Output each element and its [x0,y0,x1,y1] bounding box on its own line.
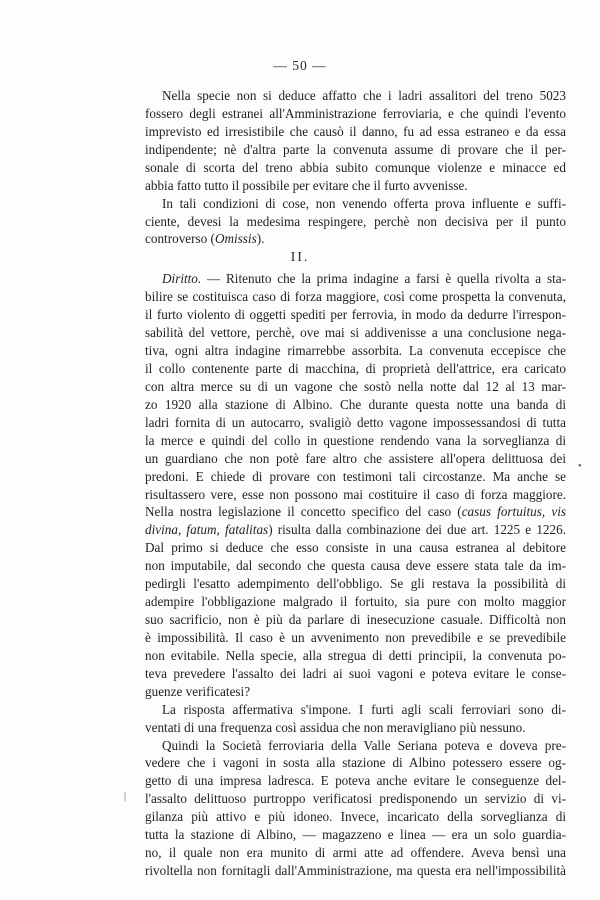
text-line: vedere che i vagoni in sosta alla stazione di Albino potessero essere og- [145,755,566,771]
text-line: non imputabile, dal secondo che questa causa deve essere stata tale da im- [145,558,566,574]
text-line: zo 1920 alla stazione di Albino. Che durante questa notte una banda di [145,396,566,412]
text-line: ciente, devesi la medesima respingere, perchè non decisiva per il punto [145,213,566,229]
text-line: pedirgli l'esatto adempimento dell'obbligo. Se gli restava la possibilità di [145,576,566,592]
text-line: con altra merce su di un vagone che sostò nella notte dal 12 al 13 mar- [145,378,566,394]
text-line: Quindi la Società ferroviaria della Valle Seriana poteva e doveva pre- [162,737,566,753]
text-line: il furto violento di oggetti spediti per ferrovia, in modo da dedurre l'irrespon- [145,307,566,323]
text-line: fossero degli estranei all'Amministrazione ferroviaria, e che quindi l'evento [145,105,566,121]
text-line: la merce e quindi del collo in questione rendendo vana la sorveglianza di [145,432,566,448]
text-line: è impossibilità. Il caso è un avvenimento non prevedibile e se prevedibile [145,629,566,645]
text-line: ventati di una frequenza così assidua che non meravigliano più nessuno. [145,719,526,735]
text-line: il collo contenente parte di macchina, di proprietà dell'attrice, era caricato [145,361,566,377]
text-line: no, il quale non era munito di armi atte ad offendere. Aveva bensì una [145,845,566,861]
text-line: guenze verificatesi? [145,683,251,699]
text-line: teva prevedere l'assalto dei ladri ai suoi vagoni e poteva evitare le conse- [145,665,566,681]
text-span: ) risulta dalla combinazione dei due art. 1225 e 1226. [268,522,566,538]
text-line: un guardiano che non potè fare altro che assistere all'opera delittuosa dei [145,450,566,466]
margin-tick-mark: | [124,791,127,802]
text-span: — Ritenuto che la prima indagine a farsi è quella rivolta a sta- [201,271,566,287]
italic-span: Omissis [214,231,257,247]
text-line: Dal primo si deduce che esso consiste in una causa estranea al debitore [145,540,566,556]
text-line [162,270,566,288]
text-span: Nella nostra legislazione il concetto specifico del caso ( [145,504,462,520]
text-line [145,503,566,521]
text-line: imprevisto ed irresistibile che causò il danno, fu ad essa estraneo e da essa [145,123,566,139]
page-number: — 50 — [273,58,327,73]
text-line: tiva, ogni altra indagine rimarrebbe assorbita. La convenuta eccepisce che [145,343,566,359]
margin-dot-mark: • [578,461,582,472]
text-line: adempire l'obbligazione malgrado il fortuito, sia pure con molto maggior [145,594,566,610]
text-line: abbia fatto tutto il possibile per evitare che il furto avvenisse. [145,177,468,193]
italic-span: divina, fatum, fatalitas [145,522,269,538]
text-line: rivoltella non fornitagli dall'Amministrazione, ma questa era nell'impossibilità [145,863,566,879]
text-line: l'assalto delittuoso purtroppo verificatosi predisponendo un servizio di vi- [145,791,566,807]
text-line: ladri fornita di un autocarro, svaligiò detto vagone impossessandosi di tutta [145,414,566,430]
italic-span: Diritto. [162,271,202,287]
text-span: controverso ( [145,231,215,247]
text-line: bilire se costituisca caso di forza maggiore, così come prospetta la convenuta, [145,289,566,305]
text-line: non evitabile. Nella specie, alla stregua di detti principii, la convenuta po- [145,647,566,663]
text-line: tutta la stazione di Albino, — magazzeno e linea — era un solo guardia- [145,827,566,843]
text-line: getto di una impresa ladresca. E poteva anche evitare le conseguenze del- [145,773,566,789]
text-line: sonale di scorta del treno abbia subito comunque violenze e minacce ed [145,159,566,175]
text-line: sabilità del vettore, perchè, ove mai si addivenisse a una conclusione nega- [145,325,566,341]
text-line: Nella specie non si deduce affatto che i ladri assalitori del treno 5023 [162,88,566,103]
text-line: suo sacrificio, non è più da parlare di inesecuzione casuale. Difficoltà non [145,612,566,628]
section-heading: II. [290,250,310,266]
text-line: In tali condizioni di cose, non venendo offerta prova influente e suffi- [162,195,566,211]
text-span: ). [256,231,265,247]
text-line [145,230,345,248]
text-line: La risposta affermativa s'impone. I furti agli scali ferroviari sono di- [162,701,566,717]
text-line: risultassero vere, esse non possono mai costituire il caso di forza maggiore. [145,486,566,502]
italic-span: casus fortuitus, vis [461,504,566,520]
text-line: predoni. E chiede di provare con testimoni tali circostanze. Ma anche se [145,468,566,484]
text-line: gilanza più attivo e più idoneo. Invece, incaricato della sorveglianza di [145,809,566,825]
text-line: indipendente; nè d'altra parte la convenuta assume di provare che il per- [145,141,566,157]
text-line [145,521,566,539]
